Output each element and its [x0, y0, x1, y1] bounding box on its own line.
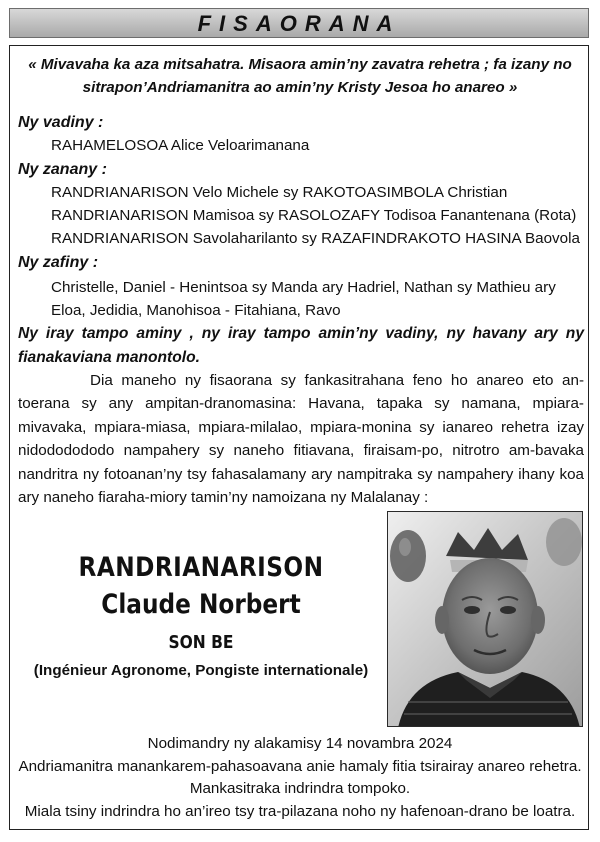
header-banner [9, 8, 589, 38]
blessing-line: Andriamanitra manankarem-pahasoavana anie hamaly fitia tsirairay anareo rehetra. [18, 757, 582, 775]
portrait-illustration [388, 512, 583, 727]
thanks-paragraph: Dia maneho ny fisaorana sy fankasitrahana feno ho anareo eto an-toerana sy any ampitan-dranomasina: Havana, tapaka sy namana, mpiara-mivavaka, mpiara-miasa, mpiara-milalao, mpiara-monina sy ianareo rehetra izay nidododododo nampahery sy naneho fitiavana, firaisam-po, nitrotro am-bavaka nandritra ny fotoanan’ny tsy fahasalamany ary nampitraka sy nampahery ihany koa ary naneho fiaraha-miory tamin’ny namoizana ny Malalanay : [18, 372, 584, 507]
child-line-2: RANDRIANARISON Mamisoa sy RASOLOZAFY Todisoa Fanantenana (Rota) [51, 207, 577, 224]
scripture-quote: « Mivavaha ka aza mitsahatra. Misaora amin’ny zavatra rehetra ; fa izany no sitrapon’Andriamanitra ao amin’ny Kristy Jesoa ho anareo » [28, 56, 572, 96]
deceased-given-names: Claude Norbert [101, 589, 301, 620]
extended-family-line: Ny iray tampo aminy , ny iray tampo amin’ny vadiny, ny havany ary ny fianakaviana manontolo. [18, 325, 584, 366]
closing-block [14, 733, 586, 823]
notice-title: FISAORANA [197, 11, 401, 36]
spouse-name: RAHAMELOSOA Alice Veloarimanana [51, 137, 310, 154]
death-date-line: Nodimandry ny alakamisy 14 novambra 2024 [147, 735, 453, 752]
spouse-heading: Ny vadiny : [18, 114, 104, 131]
deceased-surname: RANDRIANARISON [78, 552, 324, 583]
grandchildren-heading: Ny zafiny : [18, 254, 99, 271]
apology-line: Miala tsiny indrindra ho an’ireo tsy tra-pilazana noho ny hafenoan-drano be loatra. [24, 802, 576, 820]
children-heading: Ny zanany : [18, 161, 107, 178]
deceased-suffix: SON BE [168, 632, 234, 653]
child-line-3: RANDRIANARISON Savolaharilanto sy RAZAFINDRAKOTO HASINA Baovola [51, 230, 580, 247]
grandchildren-names: Christelle, Daniel - Henintsoa sy Manda ary Hadriel, Nathan sy Mathieu ary Eloa, Jedidia, Manohisoa - Fitahiana, Ravo [51, 279, 556, 319]
deceased-profession: (Ingénieur Agronome, Pongiste internationale) [33, 662, 369, 679]
thanks-line: Mankasitraka indrindra tompoko. [189, 780, 411, 797]
portrait-photo [387, 511, 583, 727]
deceased-block [20, 550, 382, 682]
child-line-1: RANDRIANARISON Velo Michele sy RAKOTOASIMBOLA Christian [51, 184, 508, 201]
